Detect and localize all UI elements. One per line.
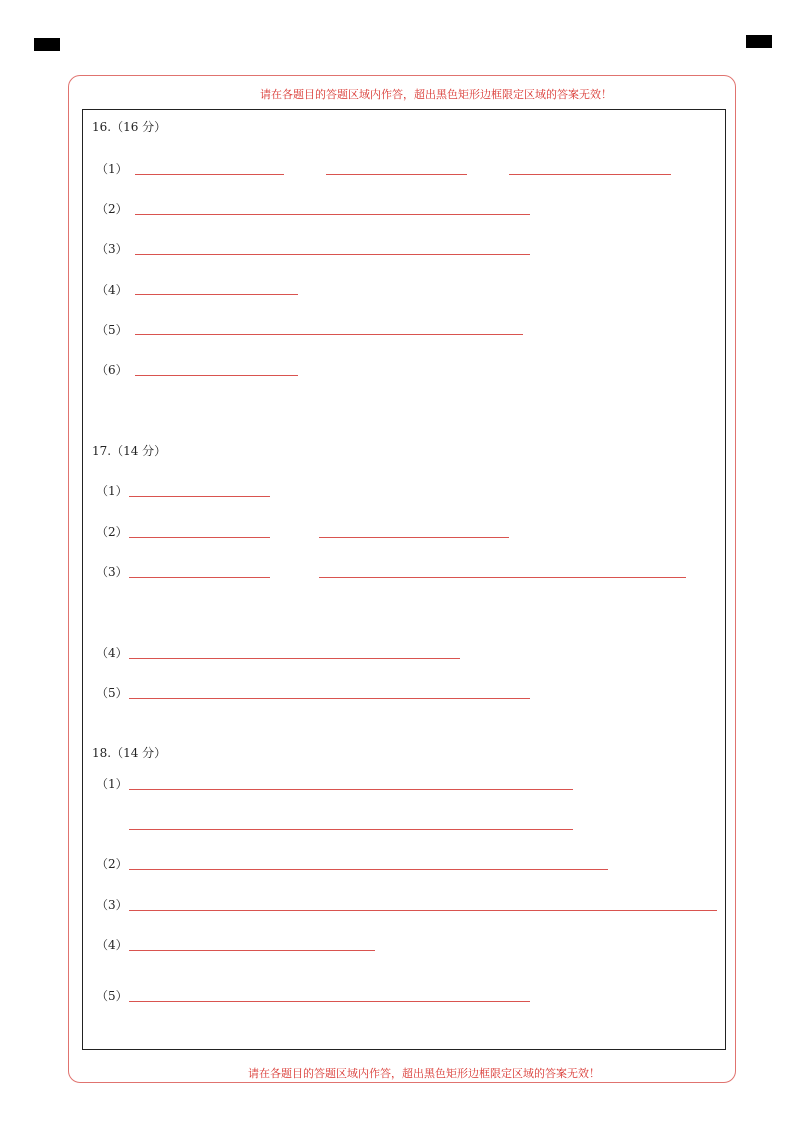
item-label: （3） <box>96 898 128 912</box>
question-16-title: 16.（16 分） <box>92 120 167 134</box>
answer-line[interactable] <box>135 214 530 215</box>
answer-line[interactable] <box>135 375 298 376</box>
item-label: （5） <box>96 686 128 700</box>
item-label: （4） <box>96 938 128 952</box>
answer-line[interactable] <box>135 254 530 255</box>
item-label: （6） <box>96 363 128 377</box>
item-label: （2） <box>96 525 128 539</box>
item-label: （5） <box>96 323 128 337</box>
answer-line[interactable] <box>129 950 375 951</box>
alignment-marker-right <box>746 35 772 48</box>
answer-line[interactable] <box>319 577 686 578</box>
answer-line[interactable] <box>319 537 509 538</box>
answer-line[interactable] <box>135 334 523 335</box>
answer-line[interactable] <box>129 698 530 699</box>
answer-line[interactable] <box>326 174 467 175</box>
question-18-title: 18.（14 分） <box>92 746 167 760</box>
item-label: （1） <box>96 777 128 791</box>
item-label: （1） <box>96 484 128 498</box>
item-label: （4） <box>96 283 128 297</box>
item-label: （2） <box>96 857 128 871</box>
answer-line[interactable] <box>129 829 573 830</box>
answer-line[interactable] <box>129 910 717 911</box>
item-label: （4） <box>96 646 128 660</box>
item-label: （3） <box>96 242 128 256</box>
answer-line[interactable] <box>135 294 298 295</box>
answer-line[interactable] <box>129 496 270 497</box>
answer-line[interactable] <box>129 1001 530 1002</box>
answer-line[interactable] <box>129 537 270 538</box>
notice-bottom: 请在各题目的答题区域内作答，超出黑色矩形边框限定区域的答案无效！ <box>248 1067 600 1080</box>
notice-top: 请在各题目的答题区域内作答，超出黑色矩形边框限定区域的答案无效！ <box>260 88 612 101</box>
answer-line[interactable] <box>129 789 573 790</box>
answer-box <box>82 109 726 1050</box>
answer-line[interactable] <box>129 658 460 659</box>
question-17-title: 17.（14 分） <box>92 444 167 458</box>
alignment-marker-left <box>34 38 60 51</box>
answer-line[interactable] <box>129 869 608 870</box>
answer-line[interactable] <box>135 174 284 175</box>
item-label: （2） <box>96 202 128 216</box>
answer-line[interactable] <box>509 174 671 175</box>
item-label: （1） <box>96 162 128 176</box>
item-label: （5） <box>96 989 128 1003</box>
answer-line[interactable] <box>129 577 270 578</box>
item-label: （3） <box>96 565 128 579</box>
